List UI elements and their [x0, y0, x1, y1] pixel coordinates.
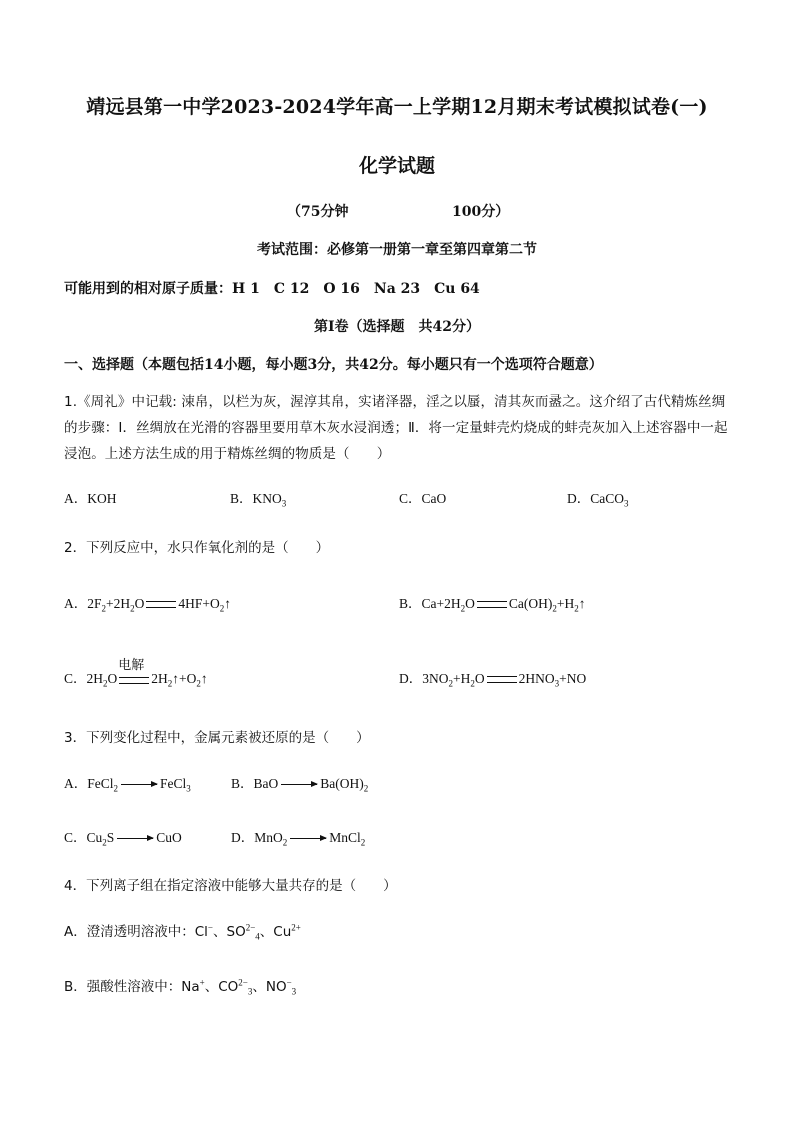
- exam-title: 靖远县第一中学2023-2024学年高一上学期12月期末考试模拟试卷(一): [86, 96, 708, 118]
- exam-total-score: 100分）: [452, 204, 510, 220]
- question-1-option-c: C．CaO: [399, 491, 447, 506]
- question-4-option-a: A．澄清透明溶液中：Cl−、$SO^{2-}_4$、$Cu^{2+}$: [64, 922, 301, 942]
- question-2-option-c: C．$2H_2O$ 电解 $2H_2↑+O_2↑$: [64, 667, 208, 687]
- electrolysis-label: 电解: [118, 657, 145, 673]
- exam-duration: （75分钟: [287, 204, 349, 220]
- question-4-stem: 4．下列离子组在指定溶液中能够大量共存的是（ ）: [64, 878, 397, 894]
- question-1-stem: 1.《周礼》中记载: 涑帛，以栏为灰，渥淳其帛，实诸泽器，淫之以蜃，清其灰而盝之。这介绍了古代精炼丝绸的步骤：Ⅰ．丝绸放在光滑的容器里要用草木灰水浸润透；Ⅱ．将一定量蚌壳灼烧成的蚌壳灰加入上述容器中一起浸泡。上述方法生成的用于精炼丝绸的物质是（ ）: [64, 394, 728, 462]
- exam-subtitle: 化学试题: [358, 155, 435, 177]
- question-2-option-b: B．$Ca+2H_2O$ $Ca(OH)_2+H_2↑$: [399, 596, 586, 614]
- question-2-option-a: A．$2F_2+2H_2O$ $4HF+O_2↑$: [64, 596, 232, 614]
- exam-scope: 考试范围：必修第一册第一章至第四章第二节: [257, 242, 537, 258]
- arrow-icon: [121, 784, 157, 785]
- question-3-option-b: B．BaO $Ba(OH)_2$: [231, 776, 369, 794]
- part-heading: 第Ⅰ卷（选择题 共42分）: [313, 319, 481, 335]
- question-3-option-c: C．$Cu_2S$ CuO: [64, 830, 182, 848]
- section-heading: 一、选择题（本题包括14小题，每小题3分，共42分。每小题只有一个选项符合题意）: [64, 357, 603, 373]
- electrolysis-equals-sign: [118, 657, 149, 684]
- equals-sign: [146, 601, 176, 608]
- question-2-option-d: D．$3NO_2+H_2O$ $2HNO_3+NO$: [399, 671, 587, 689]
- question-1-option-b: B．$KNO_3$: [230, 491, 287, 509]
- arrow-icon: [117, 838, 153, 839]
- question-3-stem: 3．下列变化过程中，金属元素被还原的是（ ）: [64, 730, 370, 746]
- question-2-stem: 2．下列反应中，水只作氧化剂的是（ ）: [64, 540, 330, 556]
- atomic-masses: 可能用到的相对原子质量：H 1 C 12 O 16 Na 23 Cu 64: [64, 281, 480, 297]
- question-1-option-a: A．KOH: [64, 491, 117, 506]
- question-1-option-d: D．CaCO$_3$: [567, 491, 629, 509]
- question-4-option-b: B．强酸性溶液中：Na+、$CO^{2-}_3$、$NO^-_3$: [64, 977, 297, 997]
- question-3-option-d: D．MnO$_2$ MnCl$_2$: [231, 830, 366, 848]
- question-3-option-a: A．FeCl$_2$ FeCl$_3$: [64, 776, 191, 794]
- arrow-icon: [290, 838, 326, 839]
- arrow-icon: [281, 784, 317, 785]
- equals-sign: [487, 676, 517, 683]
- equals-sign: [477, 601, 507, 608]
